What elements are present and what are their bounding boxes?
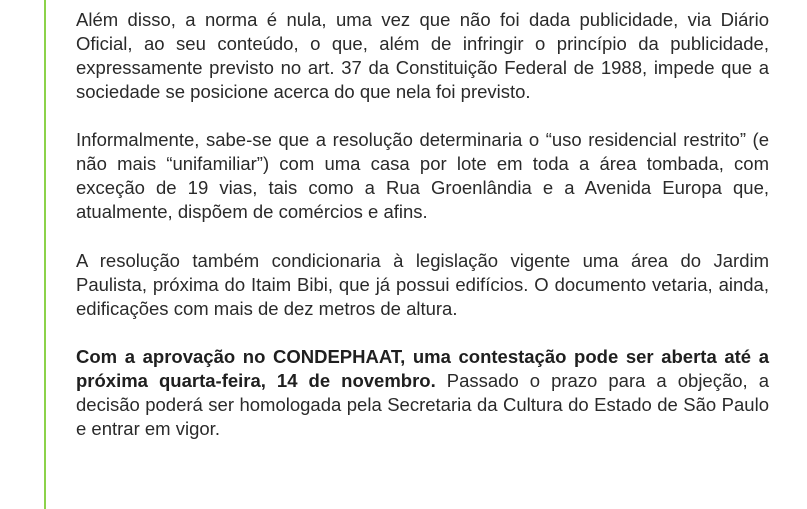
paragraph-condephaat bbox=[76, 345, 769, 441]
paragraph-publicity: Além disso, a norma é nula, uma vez que não foi dada publicidade, via Diário Oficial, ao seu conteúdo, o que, além de infringir o princípio da publicidade, expressamente previsto no art. 37 da Constituição Federal de 1988, impede que a sociedade se posicione acerca do que nela foi previsto. bbox=[76, 9, 769, 102]
condephaat-regular-text: Passado o prazo para a objeção, a decisão poderá ser homologada pela Secretaria da Cultura do Estado de São Paulo e entrar em vigor. bbox=[76, 370, 769, 439]
article-body bbox=[76, 8, 769, 441]
condephaat-bold-text: Com a aprovação no CONDEPHAAT, uma contestação pode ser aberta até a próxima quarta-feira, 14 de novembro. bbox=[76, 346, 769, 391]
left-accent-rule bbox=[44, 0, 46, 509]
paragraph-residential-use: Informalmente, sabe-se que a resolução determinaria o “uso residencial restrito” (e não mais “unifamiliar”) com uma casa por lote em toda a área tombada, com exceção de 19 vias, tais como a Rua Groenlândia e a Avenida Europa que, atualmente, dispõem de comércios e afins. bbox=[76, 129, 769, 222]
paragraph-jardim-paulista: A resolução também condicionaria à legislação vigente uma área do Jardim Paulista, próxima do Itaim Bibi, que já possui edifícios. O documento vetaria, ainda, edificações com mais de dez metros de altura. bbox=[76, 250, 769, 319]
